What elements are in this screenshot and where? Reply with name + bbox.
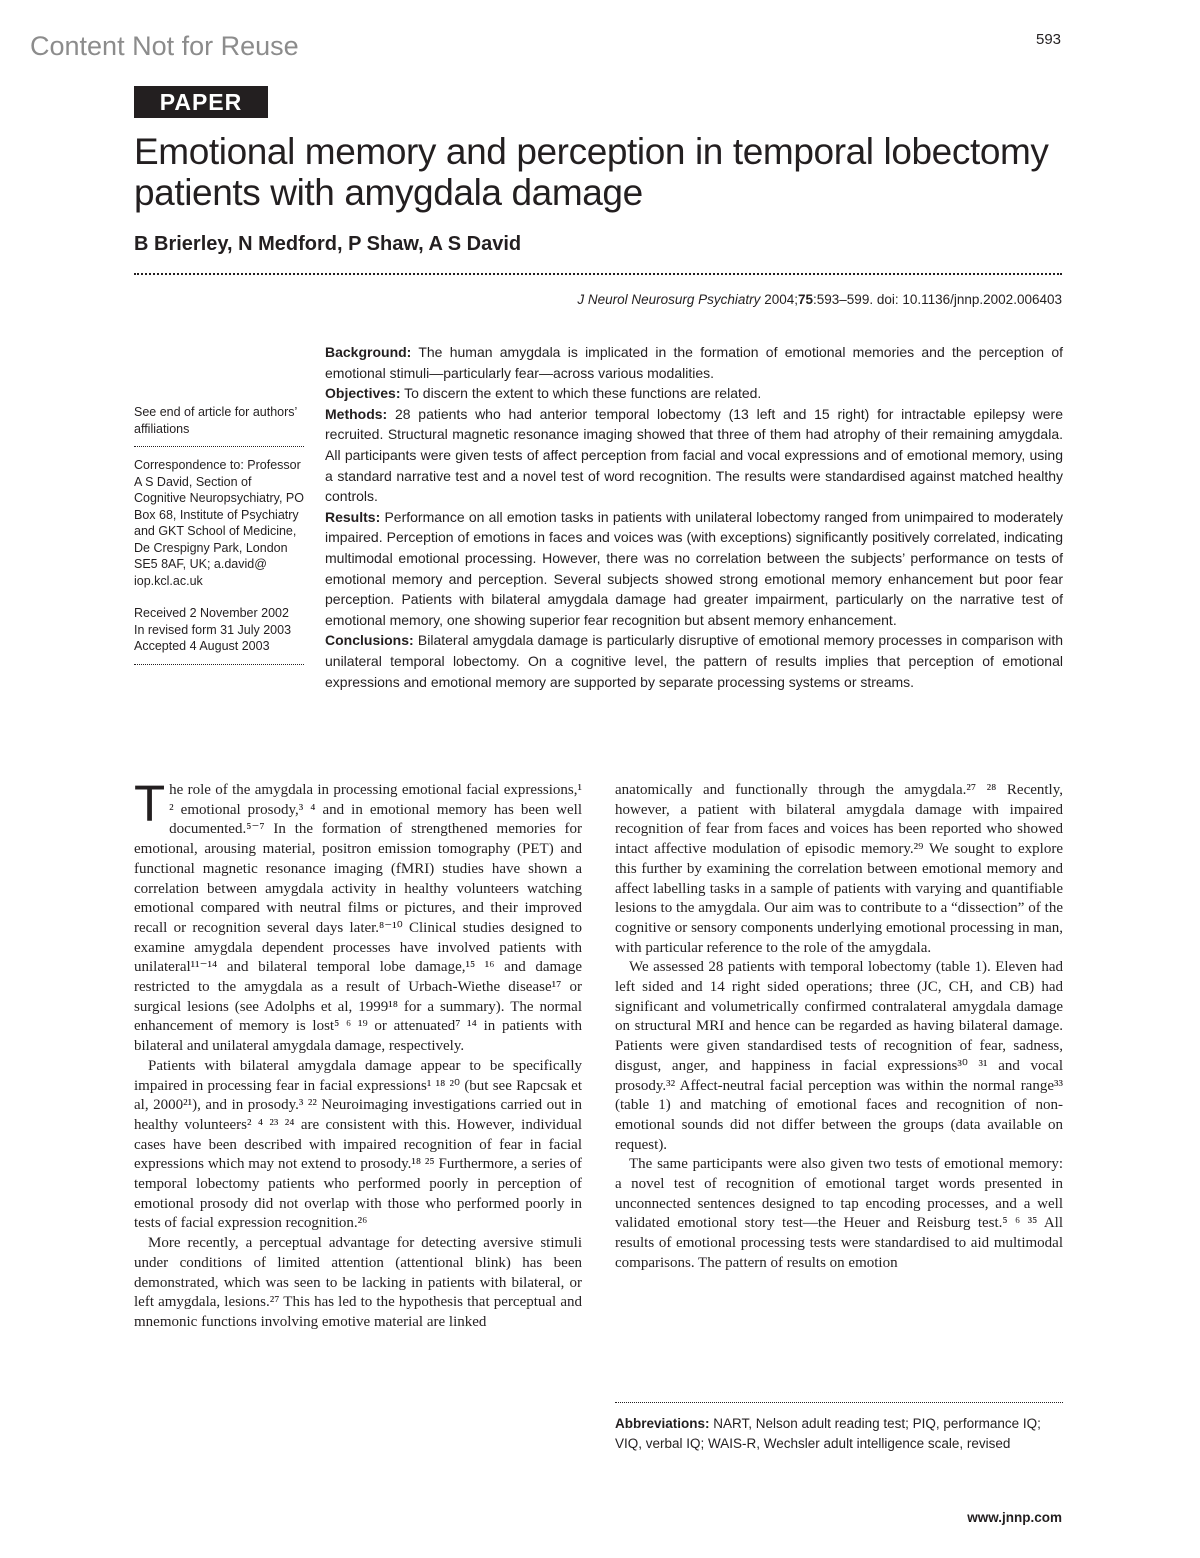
abstract-conclusions-label: Conclusions: xyxy=(325,632,414,649)
abstract-methods-text: 28 patients who had anterior temporal lobectomy (13 left and 15 right) for intractable epilepsy were recruited. Structural magnetic resonance imaging showed that three of them had atrophy of their remaining amygdala. All participants were given tests of affect perception from facial and vocal expressions and of emotional memory, using a standard narrative test and a novel test of word recognition. The results were standardised against matched healthy controls. xyxy=(325,405,1063,505)
body-paragraph xyxy=(134,775,582,1057)
body-paragraph: The same participants were also given two tests of emotional memory: a novel test of recognition of emotional target words presented in unconnected sentences designed to tap encoding processes, and a well validated emotional story test—the Heuer and Reisburg test.⁵ ⁶ ³⁵ All results of emotional processing tests were standardised to aid multimodal comparisons. The pattern of results on emotion xyxy=(615,1156,1063,1271)
abstract xyxy=(325,342,1063,692)
author-list: B Brierley, N Medford, P Shaw, A S David xyxy=(134,233,522,255)
body-paragraph: Patients with bilateral amygdala damage appear to be specifically impaired in processing fear in facial expressions¹ ¹⁸ ²⁰ (but see Rapcsak et al, 2000²¹), and in prosody.³ ²² Neuroimaging investigations carried out in healthy volunteers² ⁴ ²³ ²⁴ are consistent with this. However, individual cases have been described with impaired recognition of fear in facial expressions which may not extend to prosody.¹⁸ ²⁵ Furthermore, a series of temporal lobectomy patients who performed poorly in perception of emotional prosody did not overlap with those who performed poorly in tests of facial expression recognition.²⁶ xyxy=(134,1057,582,1232)
drop-cap: T xyxy=(134,775,166,832)
section-label: PAPER xyxy=(134,86,268,118)
citation-year: 2004; xyxy=(760,292,798,307)
watermark: Content Not for Reuse xyxy=(30,31,299,61)
abstract-background-label: Background: xyxy=(325,344,412,360)
title-divider xyxy=(134,273,1062,275)
abbreviations-label: Abbreviations: xyxy=(615,1416,710,1431)
abstract-methods-label: Methods: xyxy=(325,405,388,422)
revised-date: In revised form 31 July 2003 xyxy=(134,622,292,637)
body-paragraph: More recently, a perceptual advantage for detecting aversive stimuli under conditions of limited attention (attentional blink) has been demonstrated, which was seen to be lacking in patients with bilateral, or left amygdala, lesions.²⁷ This has led to the hypothesis that perceptual and mnemonic functions involving emotive material are linked xyxy=(134,1235,582,1330)
abstract-objectives-text: To discern the extent to which these functions are related. xyxy=(400,385,762,402)
sidebar-divider xyxy=(134,664,304,665)
citation-pages-doi: :593–599. doi: 10.1136/jnnp.2002.006403 xyxy=(813,292,1062,307)
abstract-methods xyxy=(325,404,1063,507)
abstract-conclusions xyxy=(325,630,1063,692)
body-column-left xyxy=(134,775,582,1333)
citation-line xyxy=(577,292,1062,307)
abbreviations-box xyxy=(615,1414,1063,1453)
abstract-conclusions-text: Bilateral amygdala damage is particularly disruptive of emotional memory processes in comparison with unilateral temporal lobectomy. On a cognitive level, the pattern of results implies that perception of emotional expressions and emotional memory are supported by separate processing systems or streams. xyxy=(325,632,1063,690)
accepted-date: Accepted 4 August 2003 xyxy=(134,639,270,653)
paragraph-text: he role of the amygdala in processing emotional facial expressions,¹ ² emotional prosody,³ ⁴ and in emotional memory has been well documented.⁵⁻⁷ In the formation of strengthened memories for emotional, arousing material, positron emission tomography (PET) and functional magnetic resonance imaging (fMRI) studies have shown a correlation between amygdala activity in healthy volunteers watching emotional compared with neutral films or pictures, and their improved recall or recognition several days later.⁸⁻¹⁰ Clinical studies designed to examine amygdala dependent processes have involved patients with unilateral¹¹⁻¹⁴ and bilateral temporal lobe damage,¹⁵ ¹⁶ and damage restricted to the amygdala as a result of Urbach-Wiethe disease¹⁷ or surgical lesions (see Adolphs et al, 1999¹⁸ for a summary). The normal enhancement of memory is lost⁵ ⁶ ¹⁹ or attenuated⁷ ¹⁴ in patients with bilateral and unilateral amygdala damage, respectively. xyxy=(134,782,582,1055)
article-title: Emotional memory and perception in temporal lobectomy patients with amygdala damage xyxy=(134,131,1049,213)
abstract-objectives-label: Objectives: xyxy=(325,385,401,402)
abbreviations-divider xyxy=(615,1402,1063,1403)
journal-url[interactable]: www.jnnp.com xyxy=(967,1510,1062,1525)
abstract-results-label: Results: xyxy=(325,508,381,525)
abstract-results-text: Performance on all emotion tasks in patients with unilateral lobectomy ranged from unimpaired to moderately impaired. Perception of emotions in faces and voices was (with exceptions) significantly positively correlated, indicating multimodal emotional processing. However, there was no correlation between the subjects’ performance on tests of emotional memory and perception. Several subjects showed strong emotional memory enhancement but poor fear perception. Patients with bilateral amygdala damage had greater impairment, particularly on the narrative test of emotional memory, one showing superior fear recognition but absent memory enhancement. xyxy=(325,508,1063,628)
affiliations-note: See end of article for authors’ affiliations xyxy=(134,405,297,436)
citation-volume: 75 xyxy=(797,292,814,307)
sidebar-divider xyxy=(134,446,304,447)
abstract-objectives xyxy=(325,383,1063,404)
abstract-background xyxy=(325,342,1063,383)
abbreviations-text: NART, Nelson adult reading test; PIQ, performance IQ; VIQ, verbal IQ; WAIS-R, Wechsler adult intelligence scale, revised xyxy=(615,1416,1041,1451)
journal-name: J Neurol Neurosurg Psychiatry xyxy=(577,292,761,307)
body-column-right xyxy=(615,781,1063,1274)
correspondence-address: Correspondence to: Professor A S David, Section of Cognitive Neuropsychiatry, PO Box 68, Institute of Psychiatry and GKT School of Medicine, De Crespigny Park, London SE5 8AF, UK; a.david@ iop.kcl.ac.uk xyxy=(134,458,304,588)
abstract-background-text: The human amygdala is implicated in the formation of emotional memories and the perception of emotional stimuli—particularly fear—across various modalities. xyxy=(325,344,1063,381)
abstract-results xyxy=(325,507,1063,631)
article-sidebar xyxy=(134,404,304,675)
body-paragraph: anatomically and functionally through the amygdala.²⁷ ²⁸ Recently, however, a patient with bilateral amygdala damage with impaired recognition of fear from faces and voices has been reported who showed intact affective modulation of episodic memory.²⁹ We sought to explore this further by examining the correlation between emotional memory and affect labelling tasks in a sample of patients with varying and quantifiable lesions to the amygdala. Our aim was to contribute to a “dissection” of the cognitive or sensory components underlying emotional processing in man, with particular reference to the role of the amygdala. xyxy=(615,782,1063,956)
received-date: Received 2 November 2002 xyxy=(134,606,289,620)
body-paragraph: We assessed 28 patients with temporal lobectomy (table 1). Eleven had left sided and 14 right sided operations; three (JC, CH, and CB) had significant and volumetrically confirmed contralateral amygdala damage on structural MRI and hence can be regarded as having bilateral damage. Patients were given standardised tests of recognition of fear, sadness, disgust, anger, and happiness in facial expressions³⁰ ³¹ and vocal prosody.³² Affect-neutral facial perception was within the normal range³³ (table 1) and matching of emotional faces and recognition of non-emotional sounds did not differ between the groups (data available on request). xyxy=(615,959,1063,1153)
page-number: 593 xyxy=(1036,31,1062,48)
